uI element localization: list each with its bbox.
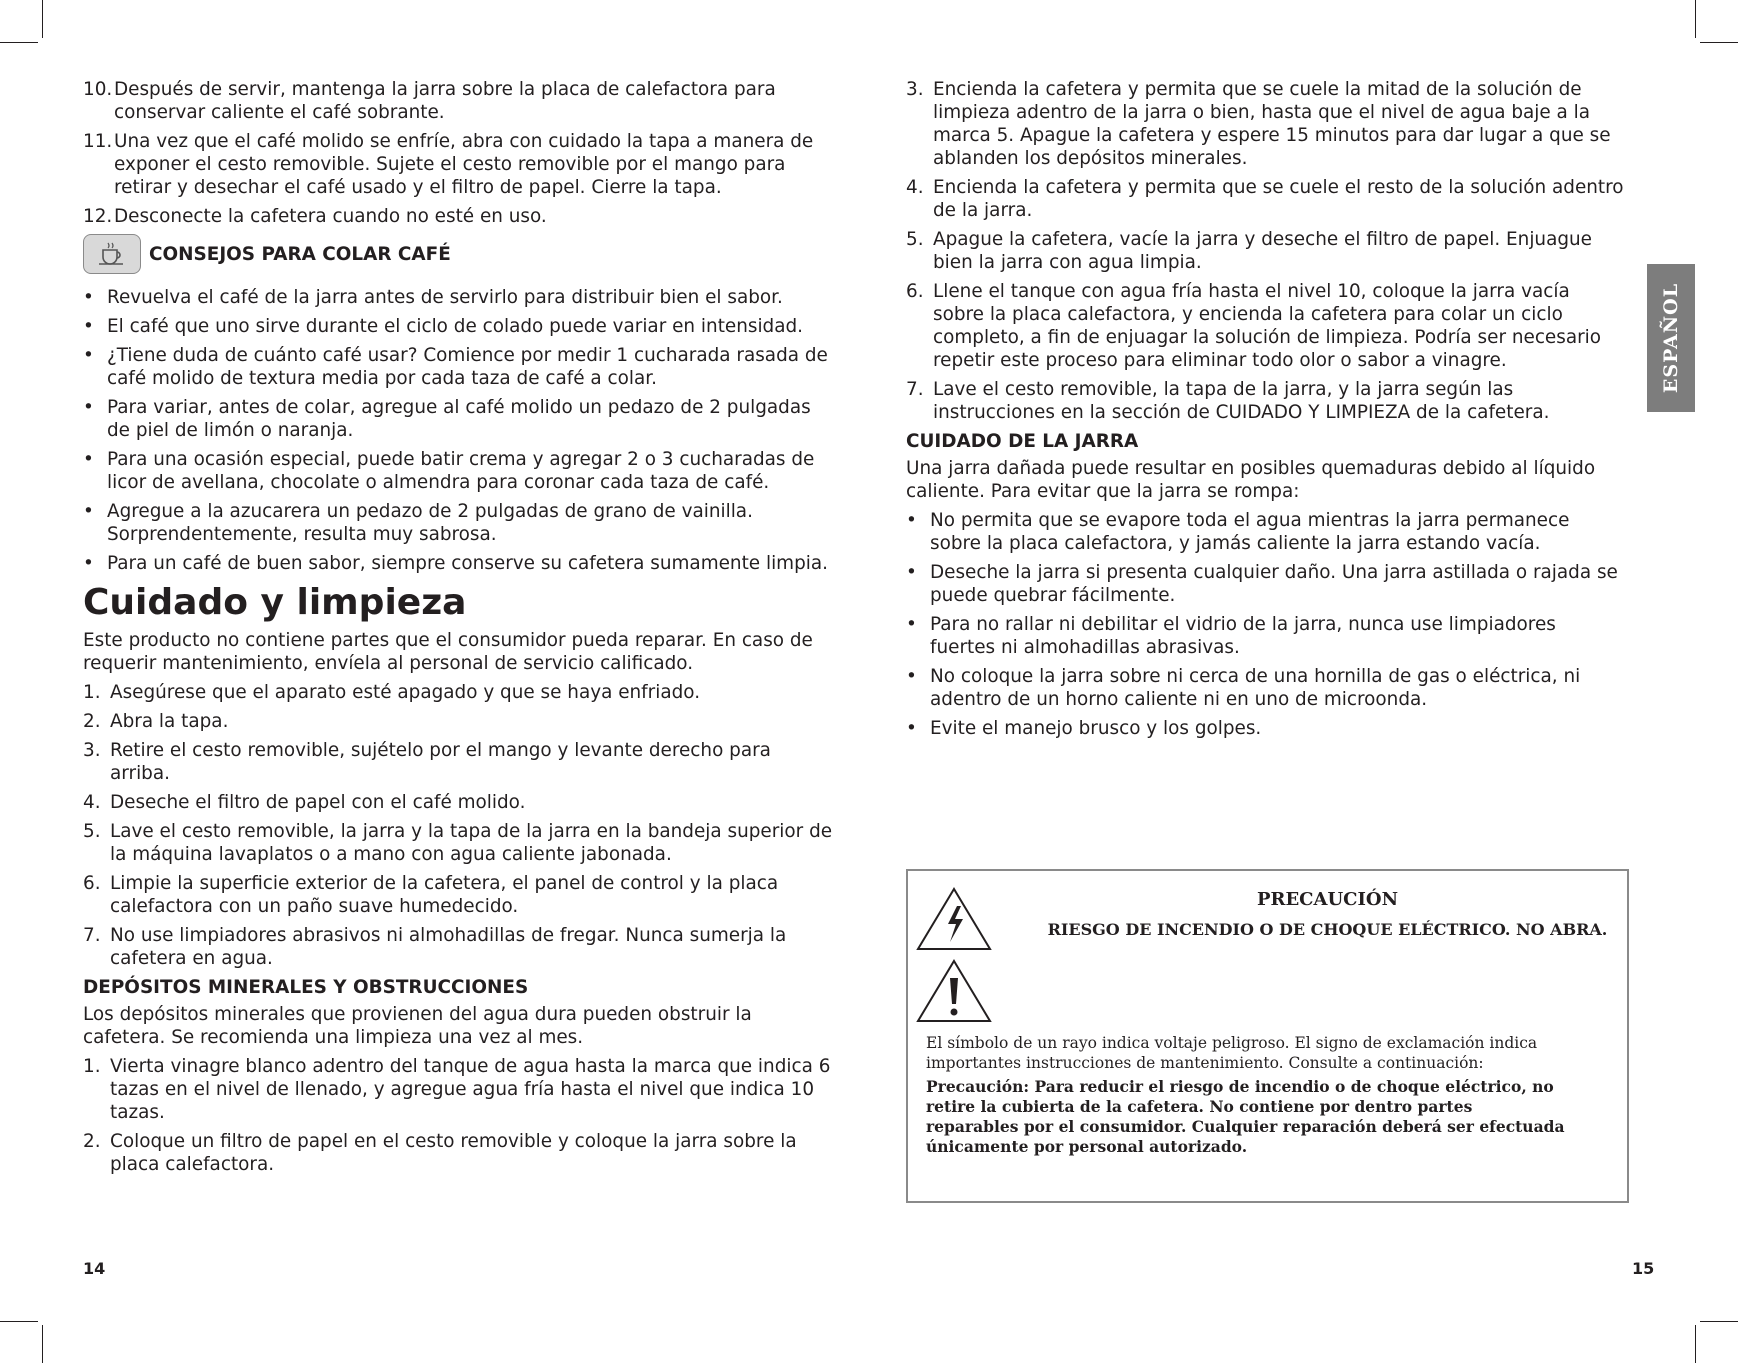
list-item: • No coloque la jarra sobre ni cerca de una hornilla de gas o eléctrica, ni adentro de un horno caliente ni en uno de microonda. <box>906 666 1581 710</box>
exclamation-warning-icon <box>915 958 993 1024</box>
tips-heading: CONSEJOS PARA COLAR CAFÉ <box>149 243 451 265</box>
list-item: • ¿Tiene duda de cuánto café usar? Comience por medir 1 cucharada rasada de café molido de textura media por cada taza de café a colar. <box>83 345 828 389</box>
list-item: 1. Asegúrese que el aparato esté apagado y que se haya enfriado. <box>83 682 701 703</box>
list-item: 3. Encienda la cafetera y permita que se cuele la mitad de la solución de limpieza adentro de la jarra o bien, hasta que el nivel de agua baje a la marca 5. Apague la cafetera y espere 15 minutos para dar lugar a que se ablanden los depósitos minerales. <box>906 79 1611 169</box>
list-item: • No permita que se evapore toda el agua mientras la jarra permanece sobre la placa calefactora, y jamás caliente la jarra estando vacía. <box>906 510 1570 554</box>
list-item: • Para variar, antes de colar, agregue al café molido un pedazo de 2 pulgadas de piel de limón o naranja. <box>83 397 811 441</box>
list-item: • El café que uno sirve durante el ciclo de colado puede variar en intensidad. <box>83 316 804 337</box>
caution-warning: Precaución: Para reducir el riesgo de incendio o de choque eléctrico, no retire la cubierta de la cafetera. No contiene por dentro partes reparables por el consumidor. Cualquier reparación deberá ser efectuada únicamente por personal autorizado. <box>926 1077 1565 1156</box>
crop-mark <box>0 1321 38 1322</box>
crop-mark <box>1695 0 1696 38</box>
caution-title: PRECAUCIÓN <box>1256 889 1399 910</box>
list-item: 7. No use limpiadores abrasivos ni almohadillas de fregar. Nunca sumerja la cafetera en agua. <box>83 925 787 969</box>
list-item: • Evite el manejo brusco y los golpes. <box>906 718 1262 739</box>
caution-text: El símbolo de un rayo indica voltaje peligroso. El signo de exclamación indica importantes instrucciones de mantenimiento. Consulte a continuación: <box>926 1034 1538 1072</box>
tips-heading-row <box>83 234 833 274</box>
list-item: 5. Apague la cafetera, vacíe la jarra y deseche el filtro de papel. Enjuague bien la jarra con agua limpia. <box>906 229 1593 273</box>
language-tab <box>1647 264 1695 412</box>
page-number-right: 15 <box>1632 1259 1655 1278</box>
list-item: 1. Vierta vinagre blanco adentro del tanque de agua hasta la marca que indica 6 tazas en el nivel de llenado, y agregue agua fría hasta el nivel que indica 10 tazas. <box>83 1056 831 1123</box>
caution-box <box>906 869 1629 1203</box>
section-intro: Este producto no contiene partes que el consumidor pueda reparar. En caso de requerir mantenimiento, envíela al personal de servicio calificado. <box>83 630 813 674</box>
crop-mark <box>42 1325 43 1363</box>
language-tab-label: ESPAÑOL <box>1660 282 1683 394</box>
caution-body <box>926 1033 1566 1161</box>
subsection-heading: CUIDADO DE LA JARRA <box>906 431 1139 452</box>
crop-mark <box>0 42 38 43</box>
list-item: • Para una ocasión especial, puede batir crema y agregar 2 o 3 cucharadas de licor de avellana, chocolate o almendra para coronar cada taza de café. <box>83 449 815 493</box>
page-number-left: 14 <box>83 1259 106 1278</box>
list-item: 11. Una vez que el café molido se enfríe, abra con cuidado la tapa a manera de exponer el cesto removible. Sujete el cesto removible por el mango para retirar y desechar el café usado y el filtro de papel. Cierre la tapa. <box>83 131 814 198</box>
list-item: 2. Coloque un filtro de papel en el cesto removible y coloque la jarra sobre la placa calefactora. <box>83 1131 797 1175</box>
subsection-intro: Los depósitos minerales que provienen del agua dura pueden obstruir la cafetera. Se recomienda una limpieza una vez al mes. <box>83 1004 752 1048</box>
list-item: • Revuelva el café de la jarra antes de servirlo para distribuir bien el sabor. <box>83 287 783 308</box>
crop-mark <box>1700 1321 1738 1322</box>
list-item: • Para un café de buen sabor, siempre conserve su cafetera sumamente limpia. <box>83 553 828 574</box>
list-item: 4. Encienda la cafetera y permita que se cuele el resto de la solución adentro de la jarra. <box>906 177 1624 221</box>
list-item: 7. Lave el cesto removible, la tapa de la jarra, y la jarra según las instrucciones en la sección de CUIDADO Y LIMPIEZA de la cafetera. <box>906 379 1550 423</box>
left-column <box>83 78 833 1182</box>
subsection-heading: DEPÓSITOS MINERALES Y OBSTRUCCIONES <box>83 977 529 998</box>
list-item: • Deseche la jarra si presenta cualquier daño. Una jarra astillada o rajada se puede quebrar fácilmente. <box>906 562 1618 606</box>
subsection-intro: Una jarra dañada puede resultar en posibles quemaduras debido al líquido caliente. Para evitar que la jarra se rompa: <box>906 458 1596 502</box>
list-item: 2. Abra la tapa. <box>83 711 229 732</box>
list-item: • Para no rallar ni debilitar el vidrio de la jarra, nunca use limpiadores fuertes ni almohadillas abrasivas. <box>906 614 1556 658</box>
crop-mark <box>1700 42 1738 43</box>
list-item: 6. Llene el tanque con agua fría hasta el nivel 10, coloque la jarra vacía sobre la placa calefactora, y encienda la cafetera para colar un ciclo completo, a fin de enjuagar la solución de limpieza. Podría ser necesario repetir este proceso para eliminar todo olor o sabor a vinagre. <box>906 281 1602 371</box>
list-item: 10. Después de servir, mantenga la jarra sobre la placa de calefactora para conservar caliente el café sobrante. <box>83 79 776 123</box>
right-column <box>906 78 1626 746</box>
crop-mark <box>42 0 43 38</box>
electric-shock-warning-icon <box>915 886 993 952</box>
coffee-cup-icon <box>83 234 141 274</box>
list-item: 4. Deseche el filtro de papel con el café molido. <box>83 792 526 813</box>
caution-subtitle: RIESGO DE INCENDIO O DE CHOQUE ELÉCTRICO. NO ABRA. <box>1047 920 1608 939</box>
list-item: 5. Lave el cesto removible, la jarra y la tapa de la jarra en la bandeja superior de la máquina lavaplatos o a mano con agua caliente jabonada. <box>83 821 833 865</box>
list-item: 6. Limpie la superficie exterior de la cafetera, el panel de control y la placa calefactora con un paño suave humedecido. <box>83 873 779 917</box>
section-title: Cuidado y limpieza <box>83 582 467 623</box>
list-item: 12. Desconecte la cafetera cuando no esté en uso. <box>83 206 547 227</box>
crop-mark <box>1695 1325 1696 1363</box>
list-item: 3. Retire el cesto removible, sujételo por el mango y levante derecho para arriba. <box>83 740 771 784</box>
list-item: • Agregue a la azucarera un pedazo de 2 pulgadas de grano de vainilla. Sorprendentemente, resulta muy sabrosa. <box>83 501 753 545</box>
